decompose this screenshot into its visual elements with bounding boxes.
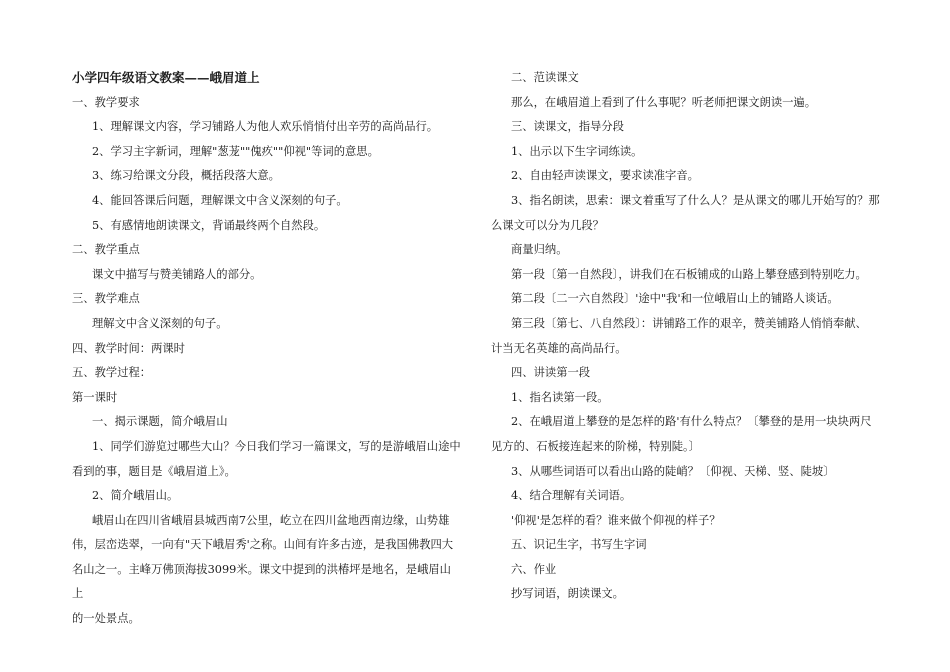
paragraph-line: 那么，在峨眉道上看到了什么事呢？听老师把课文朗读一遍。 bbox=[511, 95, 817, 109]
key-points-text: 课文中描写与赞美铺路人的部分。 bbox=[92, 267, 262, 281]
paragraph-line: 2、自由轻声读课文，要求读准字音。 bbox=[511, 169, 699, 183]
paragraph-line: 峨眉山在四川省峨眉县城西南7公里，屹立在四川盆地西南边缘，山势雄 bbox=[92, 513, 450, 527]
requirement-item: 5、有感情地朗读课文，背诵最终两个自然段。 bbox=[92, 218, 326, 232]
paragraph-line: 伟，层峦迭翠，一向有"天下峨眉秀'之称。山间有许多古迹，是我国佛教四大 bbox=[72, 538, 454, 552]
paragraph-line: 3、指名朗读，思索：课文着重写了什么人？是从课文的哪儿开始写的？那 bbox=[511, 193, 880, 207]
step-heading: 三、读课文，指导分段 bbox=[511, 120, 624, 134]
right-column bbox=[491, 66, 886, 607]
requirement-item: 2、学习主字新词，理解"葱茏""傀疚""仰视"等词的意思。 bbox=[92, 144, 379, 158]
paragraph-line: 1、同学们游览过哪些大山？今日我们学习一篇课文，写的是游峨眉山途中 bbox=[92, 439, 461, 453]
paragraph-line: 3、从哪些词语可以看出山路的陡峭？〔仰视、天梯、竖、陡坡〕 bbox=[511, 464, 835, 478]
paragraph-line: 计当无名英雄的高尚品行。 bbox=[491, 341, 627, 355]
step-heading: 一、揭示课题，简介峨眉山 bbox=[92, 415, 228, 429]
section-heading-process: 五、教学过程： bbox=[72, 366, 152, 380]
paragraph-line: 名山之一。主峰万佛顶海拔3099米。课文中提到的洪椿坪是地名，是峨眉山上 bbox=[72, 562, 451, 601]
paragraph-line: 么课文可以分为几段？ bbox=[491, 218, 604, 232]
paragraph bbox=[491, 189, 886, 238]
step-heading: 五、识记生字，书写生字词 bbox=[511, 538, 647, 552]
paragraph-line: 2、简介峨眉山。 bbox=[92, 489, 179, 503]
paragraph-line: 的一处景点。 bbox=[72, 612, 140, 626]
paragraph-line: 1、出示以下生字词练读。 bbox=[511, 144, 643, 158]
paragraph-line: 第三段〔第七、八自然段〕：讲铺路工作的艰辛，赞美铺路人悄悄奉献、 bbox=[511, 316, 867, 330]
left-column bbox=[72, 66, 462, 632]
difficulties-text: 理解文中含义深刻的句子。 bbox=[92, 316, 228, 330]
paragraph-line: 4、结合理解有关词语。 bbox=[511, 489, 632, 503]
paragraph-line: 2、在峨眉道上攀登的是怎样的路'有什么特点？〔攀登的是用一块块两尺 bbox=[511, 415, 872, 429]
requirement-item: 1、理解课文内容，学习铺路人为他人欢乐悄悄付出辛劳的高尚品行。 bbox=[92, 120, 439, 134]
requirement-item: 4、能回答课后问题，理解课文中含义深刻的句子。 bbox=[92, 193, 348, 207]
paragraph-line: 商量归纳。 bbox=[511, 243, 568, 257]
section-heading-requirements: 一、教学要求 bbox=[72, 95, 140, 109]
section-heading-time: 四、教学时间：两课时 bbox=[72, 341, 185, 355]
section-heading-difficulties: 三、教学难点 bbox=[72, 292, 140, 306]
requirement-item: 3、练习给课文分段，概括段落大意。 bbox=[92, 169, 280, 183]
paragraph-line: 第二段〔二一六自然段〕'途中"我'和一位峨眉山上的铺路人谈话。 bbox=[511, 292, 839, 306]
paragraph bbox=[72, 509, 462, 632]
paragraph bbox=[491, 410, 886, 459]
paragraph-line: 1、指名读第一段。 bbox=[511, 390, 609, 404]
step-heading: 四、讲读第一段 bbox=[511, 366, 591, 380]
step-heading: 六、作业 bbox=[511, 562, 557, 576]
paragraph bbox=[72, 435, 462, 484]
paragraph-line: 抄写词语，朗读课文。 bbox=[511, 587, 624, 601]
paragraph-line: '仰视'是怎样的看？谁来做个仰视的样子？ bbox=[511, 513, 721, 527]
section-heading-key-points: 二、教学重点 bbox=[72, 243, 140, 257]
lesson-label: 第一课时 bbox=[72, 390, 118, 404]
paragraph-line: 见方的、石板接连起来的阶梯，特别陡。〕 bbox=[491, 439, 700, 453]
paragraph-line: 看到的事，题目是《峨眉道上》。 bbox=[72, 464, 236, 478]
step-heading: 二、范读课文 bbox=[511, 71, 579, 84]
page-title: 小学四年级语文教案——峨眉道上 bbox=[72, 70, 260, 85]
paragraph-line: 第一段〔第一自然段〕，讲我们在石板铺成的山路上攀登感到特别吃力。 bbox=[511, 267, 867, 281]
paragraph bbox=[491, 312, 886, 361]
